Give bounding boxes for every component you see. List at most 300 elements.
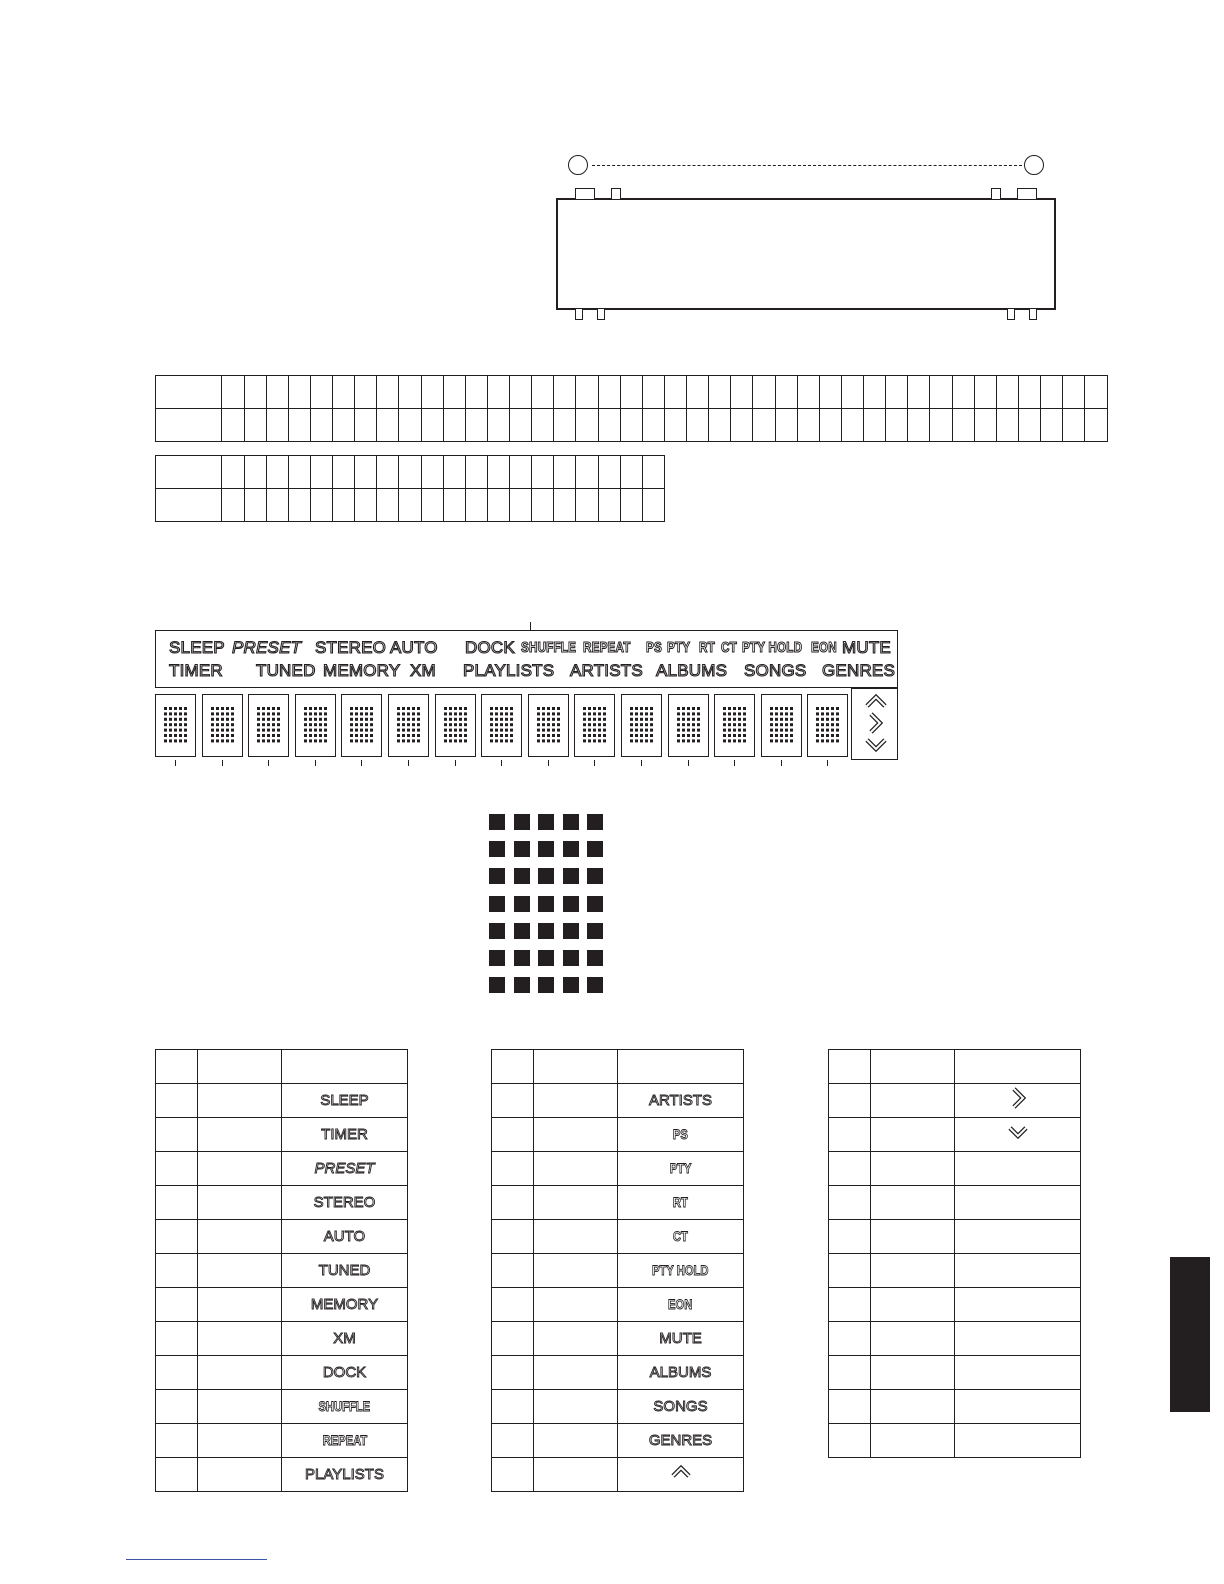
matrix-dot [370, 707, 373, 710]
matrix-dot [645, 718, 648, 721]
matrix-dot [231, 718, 234, 721]
segment-label-cell [955, 1084, 1081, 1118]
segment-label-cell [282, 1390, 408, 1424]
matrix-dot [505, 707, 508, 710]
digit-leader-tick [315, 760, 316, 766]
segment-label-cell [282, 1254, 408, 1288]
matrix-dot [598, 707, 601, 710]
pin-cell [797, 409, 819, 442]
matrix-dot [216, 723, 219, 726]
matrix-dot [785, 739, 788, 742]
digit-leader-tick [222, 760, 223, 766]
matrix-dot [692, 707, 695, 710]
indicator-dock: DOCK [465, 638, 515, 657]
matrix-dot [262, 739, 265, 742]
vfd-body [556, 198, 1056, 310]
matrix-dot [738, 729, 741, 732]
matrix-dot [277, 712, 280, 715]
pin-cell [443, 376, 465, 409]
matrix-dot [169, 739, 172, 742]
matrix-dot [184, 723, 187, 726]
matrix-dot [324, 739, 327, 742]
matrix-dot [226, 729, 229, 732]
digit-dots [762, 695, 801, 756]
matrix-dot [697, 712, 700, 715]
segment-cell [492, 1458, 534, 1492]
segment-table-row [492, 1186, 744, 1220]
segment-label-cell [282, 1322, 408, 1356]
matrix-dot [495, 739, 498, 742]
segment-cell [492, 1424, 534, 1458]
segment-cell [829, 1288, 871, 1322]
pin-cell [775, 376, 797, 409]
pin-cell [421, 376, 443, 409]
segment-cell [492, 1288, 534, 1322]
matrix-dot [743, 718, 746, 721]
matrix-dot [682, 734, 685, 737]
dot-matrix-digit [341, 694, 382, 757]
matrix-dot [785, 729, 788, 732]
digit-leader-tick [175, 760, 176, 766]
matrix-dot [563, 950, 579, 966]
pin-cell [554, 456, 576, 489]
matrix-dot [309, 723, 312, 726]
matrix-dot [355, 712, 358, 715]
segment-cell [534, 1186, 618, 1220]
pin-cell [841, 409, 863, 442]
segment-label: MEMORY [310, 1295, 379, 1313]
pin-cell [443, 489, 465, 522]
matrix-dot [733, 718, 736, 721]
matrix-dot [821, 707, 824, 710]
matrix-dot [314, 729, 317, 732]
matrix-dot [635, 734, 638, 737]
pin-cell [377, 409, 399, 442]
segment-label-cell [955, 1254, 1081, 1288]
pin-cell [532, 409, 554, 442]
indicator-songs: SONGS [744, 661, 807, 680]
segment-table-row [156, 1186, 408, 1220]
matrix-dot [826, 734, 829, 737]
matrix-dot [630, 718, 633, 721]
matrix-dot [697, 734, 700, 737]
segment-cell [829, 1084, 871, 1118]
matrix-dot [780, 707, 783, 710]
segment-cell [492, 1254, 534, 1288]
matrix-dot [262, 712, 265, 715]
pin-cell [377, 489, 399, 522]
pin-cell [421, 456, 443, 489]
matrix-dot [587, 923, 603, 939]
matrix-dot [775, 723, 778, 726]
matrix-dot [563, 841, 579, 857]
matrix-dot [309, 734, 312, 737]
matrix-dot [650, 712, 653, 715]
segment-label: EON [668, 1295, 693, 1312]
segment-cell [156, 1220, 198, 1254]
matrix-dot [169, 712, 172, 715]
matrix-dot [407, 707, 410, 710]
matrix-dot [454, 734, 457, 737]
matrix-dot [640, 729, 643, 732]
segment-label-cell [955, 1152, 1081, 1186]
matrix-dot [174, 707, 177, 710]
pin-cell [333, 456, 355, 489]
pin-cell [355, 456, 377, 489]
segment-cell [871, 1152, 955, 1186]
matrix-dot [635, 739, 638, 742]
matrix-dot [593, 739, 596, 742]
matrix-dot [780, 718, 783, 721]
segment-cell [829, 1186, 871, 1220]
matrix-dot [211, 739, 214, 742]
segment-cell [492, 1390, 534, 1424]
segment-label: PS [673, 1125, 688, 1142]
segment-cell [198, 1084, 282, 1118]
matrix-dot [603, 729, 606, 732]
matrix-dot [780, 723, 783, 726]
matrix-dot [588, 734, 591, 737]
matrix-dot [304, 723, 307, 726]
matrix-dot [697, 723, 700, 726]
matrix-dot [775, 729, 778, 732]
segment-label: AUTO [323, 1227, 366, 1245]
matrix-dot [831, 729, 834, 732]
matrix-dot [262, 718, 265, 721]
pin-cell [819, 376, 841, 409]
segment-cell [871, 1356, 955, 1390]
matrix-dot [826, 712, 829, 715]
matrix-dot [505, 718, 508, 721]
matrix-dot [692, 739, 695, 742]
pin-cell [1041, 376, 1063, 409]
matrix-dot [697, 707, 700, 710]
matrix-dot [444, 718, 447, 721]
segment-table-row [156, 1254, 408, 1288]
segment-cell [156, 1254, 198, 1288]
matrix-dot [417, 739, 420, 742]
matrix-dot [723, 729, 726, 732]
indicator-shuffle: SHUFFLE [521, 639, 577, 656]
matrix-dot [826, 729, 829, 732]
segment-label: DOCK [322, 1363, 367, 1381]
pin-cell [620, 376, 642, 409]
matrix-dot [277, 707, 280, 710]
matrix-dot [650, 723, 653, 726]
pin-cell [598, 376, 620, 409]
matrix-dot [360, 712, 363, 715]
matrix-dot [785, 718, 788, 721]
matrix-dot [309, 707, 312, 710]
matrix-dot [267, 723, 270, 726]
matrix-dot [490, 712, 493, 715]
segment-table-header [156, 1050, 408, 1084]
matrix-dot [563, 896, 579, 912]
matrix-dot [728, 729, 731, 732]
indicator-playlists: PLAYLISTS [463, 661, 555, 680]
indicator-stereo: STEREO [315, 638, 387, 657]
vfd-pin [575, 188, 595, 200]
matrix-dot [370, 712, 373, 715]
matrix-dot [226, 707, 229, 710]
pin-cell [930, 376, 952, 409]
matrix-dot [179, 723, 182, 726]
matrix-dot [216, 739, 219, 742]
matrix-dot [733, 712, 736, 715]
pin-cell [244, 456, 266, 489]
indicator-tuned: TUNED [256, 661, 316, 680]
matrix-dot [304, 712, 307, 715]
matrix-dot [836, 734, 839, 737]
matrix-dot [262, 723, 265, 726]
segment-table-header [829, 1050, 1081, 1084]
matrix-dot [603, 712, 606, 715]
segment-cell [156, 1186, 198, 1220]
segment-label: RT [673, 1193, 688, 1210]
pin-cell [465, 456, 487, 489]
matrix-dot [775, 707, 778, 710]
chevron-up-icon [668, 1459, 694, 1485]
matrix-dot [360, 734, 363, 737]
matrix-dot [733, 739, 736, 742]
matrix-dot [538, 977, 554, 993]
segment-label-cell [955, 1118, 1081, 1152]
matrix-dot [552, 734, 555, 737]
matrix-dot [598, 729, 601, 732]
matrix-dot [583, 739, 586, 742]
matrix-dot [593, 718, 596, 721]
matrix-dot [583, 718, 586, 721]
dot-matrix-digit [714, 694, 755, 757]
pin-cell [598, 456, 620, 489]
matrix-dot [836, 739, 839, 742]
pin-cell [709, 376, 731, 409]
matrix-dot [542, 739, 545, 742]
segment-cell [871, 1186, 955, 1220]
digit-leader-tick [361, 760, 362, 766]
matrix-dot [216, 729, 219, 732]
matrix-dot [816, 718, 819, 721]
matrix-dot [407, 723, 410, 726]
chevron-down-icon [867, 740, 885, 749]
matrix-dot [552, 718, 555, 721]
segment-label-cell [282, 1152, 408, 1186]
matrix-dot [650, 734, 653, 737]
pin-cell [1018, 376, 1040, 409]
matrix-dot [267, 712, 270, 715]
matrix-dot [537, 723, 540, 726]
segment-cell [198, 1424, 282, 1458]
segment-cell [198, 1458, 282, 1492]
matrix-dot [816, 739, 819, 742]
matrix-dot [169, 718, 172, 721]
matrix-dot [831, 718, 834, 721]
matrix-dot [645, 729, 648, 732]
matrix-dot [402, 729, 405, 732]
matrix-dot [309, 712, 312, 715]
matrix-dot [831, 707, 834, 710]
chevron-right-icon [1005, 1085, 1031, 1111]
matrix-dot [319, 734, 322, 737]
matrix-dot [449, 723, 452, 726]
matrix-dot [645, 712, 648, 715]
matrix-dot [370, 718, 373, 721]
matrix-dot [728, 734, 731, 737]
matrix-dot [444, 712, 447, 715]
matrix-dot [826, 718, 829, 721]
matrix-dot [262, 734, 265, 737]
dot-matrix-digit [528, 694, 569, 757]
pin-cell [974, 409, 996, 442]
matrix-dot [770, 707, 773, 710]
segment-cell [534, 1288, 618, 1322]
matrix-dot [650, 707, 653, 710]
matrix-dot [184, 729, 187, 732]
matrix-dot [355, 718, 358, 721]
matrix-dot [775, 739, 778, 742]
digit-leader-tick [408, 760, 409, 766]
indicator-rt: RT [699, 639, 715, 656]
pin-cell [532, 456, 554, 489]
segment-table-row [492, 1322, 744, 1356]
segment-table-row [829, 1390, 1081, 1424]
pin-cell [753, 409, 775, 442]
matrix-dot [257, 739, 260, 742]
pin-cell [487, 456, 509, 489]
matrix-dot [780, 734, 783, 737]
matrix-dot [635, 729, 638, 732]
matrix-dot [174, 718, 177, 721]
matrix-dot [231, 729, 234, 732]
matrix-dot [743, 723, 746, 726]
matrix-dot [164, 712, 167, 715]
matrix-dot [490, 729, 493, 732]
matrix-dot [630, 729, 633, 732]
pin-cell [333, 376, 355, 409]
matrix-dot [583, 729, 586, 732]
pin-cell [1018, 409, 1040, 442]
matrix-dot [365, 729, 368, 732]
segment-table-row [492, 1084, 744, 1118]
dot-matrix-digit [388, 694, 429, 757]
indicator-artists: ARTISTS [570, 661, 643, 680]
segment-label-cell [282, 1458, 408, 1492]
matrix-dot [221, 712, 224, 715]
segment-cell [829, 1220, 871, 1254]
matrix-dot [454, 729, 457, 732]
matrix-dot [733, 729, 736, 732]
matrix-dot [277, 734, 280, 737]
segment-table-row [829, 1322, 1081, 1356]
matrix-dot [449, 729, 452, 732]
matrix-dot [407, 734, 410, 737]
segment-cell [492, 1220, 534, 1254]
segment-table-row [492, 1288, 744, 1322]
matrix-dot [370, 729, 373, 732]
matrix-dot [495, 723, 498, 726]
pin-cell [465, 409, 487, 442]
matrix-dot [780, 712, 783, 715]
matrix-dot [587, 868, 603, 884]
segment-cell [198, 1322, 282, 1356]
segment-label-cell [282, 1186, 408, 1220]
matrix-dot [397, 734, 400, 737]
matrix-dot [365, 707, 368, 710]
matrix-dot [650, 739, 653, 742]
matrix-dot [514, 923, 530, 939]
digit-dots [156, 695, 195, 756]
matrix-dot [692, 729, 695, 732]
matrix-dot [538, 896, 554, 912]
matrix-dot [370, 723, 373, 726]
segment-table-row [829, 1118, 1081, 1152]
matrix-dot [505, 712, 508, 715]
segment-label: PLAYLISTS [305, 1465, 384, 1483]
matrix-dot [630, 734, 633, 737]
segment-table-3 [828, 1049, 1081, 1458]
matrix-dot [412, 734, 415, 737]
matrix-dot [770, 734, 773, 737]
matrix-dot [464, 739, 467, 742]
matrix-dot [267, 718, 270, 721]
matrix-dot [314, 723, 317, 726]
matrix-dot [728, 718, 731, 721]
segment-label-cell [955, 1288, 1081, 1322]
matrix-dot [588, 712, 591, 715]
chevron-down-icon [1005, 1119, 1031, 1145]
matrix-dot [836, 718, 839, 721]
indicator-ps: PS [646, 639, 662, 656]
matrix-dot [164, 739, 167, 742]
matrix-dot [277, 723, 280, 726]
matrix-dot [169, 723, 172, 726]
matrix-dot [514, 868, 530, 884]
pin-cell [266, 456, 288, 489]
segment-table-row [156, 1084, 408, 1118]
matrix-dot [464, 729, 467, 732]
matrix-dot [174, 723, 177, 726]
matrix-dot [309, 729, 312, 732]
matrix-dot [272, 718, 275, 721]
matrix-dot [464, 707, 467, 710]
segment-label-cell [618, 1356, 744, 1390]
matrix-dot [360, 739, 363, 742]
chevron-up-icon [867, 697, 885, 706]
matrix-dot [459, 734, 462, 737]
matrix-dot [272, 707, 275, 710]
matrix-dot [557, 718, 560, 721]
header-cell [955, 1050, 1081, 1084]
segment-cell [156, 1390, 198, 1424]
pin-cell [908, 409, 930, 442]
matrix-dot [216, 718, 219, 721]
pin-cell [709, 409, 731, 442]
matrix-dot [635, 707, 638, 710]
segment-table-header [492, 1050, 744, 1084]
pin-cell [731, 409, 753, 442]
pin-cell [576, 456, 598, 489]
matrix-dot [587, 950, 603, 966]
segment-label: PTY HOLD [652, 1261, 709, 1278]
segment-cell [534, 1458, 618, 1492]
matrix-dot [816, 723, 819, 726]
matrix-dot [355, 707, 358, 710]
segment-table-row [829, 1356, 1081, 1390]
matrix-dot [216, 712, 219, 715]
matrix-dot [304, 718, 307, 721]
matrix-dot [184, 739, 187, 742]
matrix-dot [417, 734, 420, 737]
